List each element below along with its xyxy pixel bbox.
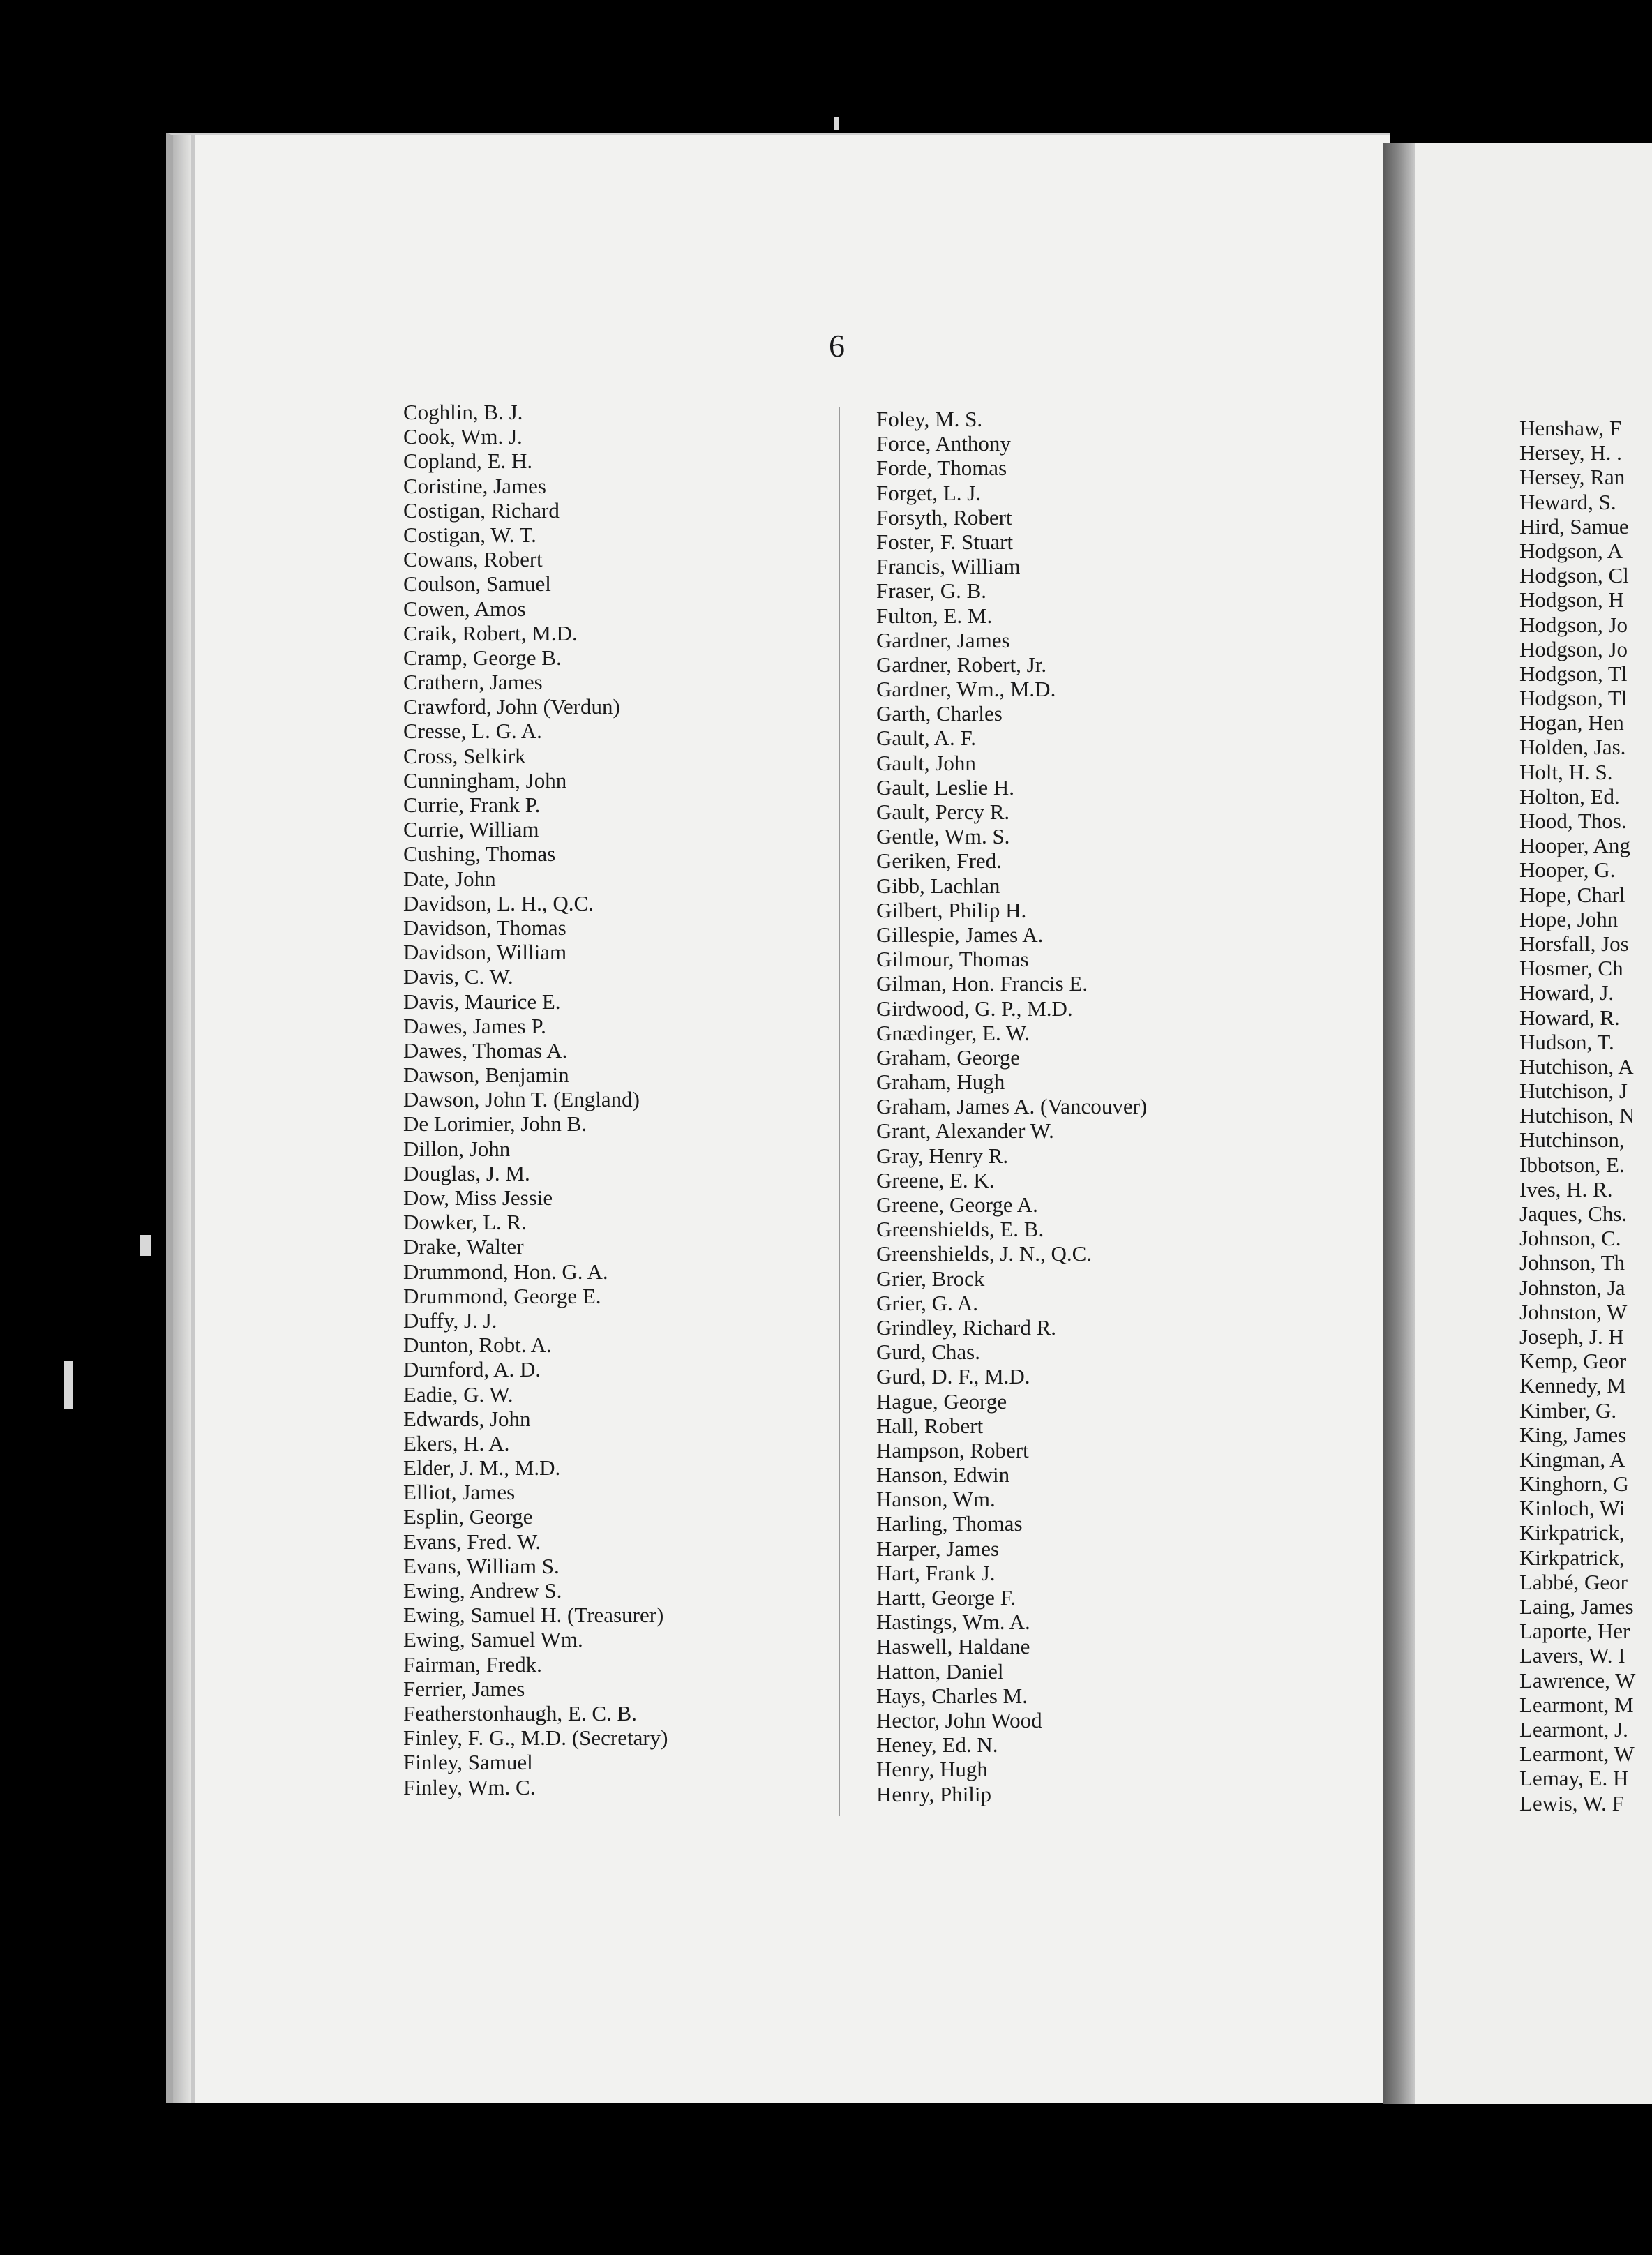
member-name: Fulton, E. M. [876,603,993,628]
member-name: Hodgson, Cl [1519,563,1629,588]
member-name: Hersey, Ran [1519,465,1625,490]
member-name: Hodgson, H [1519,587,1624,613]
member-name: Gardner, Robert, Jr. [876,652,1047,677]
member-name: Geriken, Fred. [876,848,1002,874]
member-name: Gault, John [876,750,976,775]
member-name: Hutchison, N [1519,1103,1635,1128]
member-name: Gilmour, Thomas [876,947,1029,972]
member-name: Coristine, James [403,473,546,498]
member-name: Costigan, W. T. [403,522,536,547]
member-name: Hanson, Edwin [876,1462,1010,1488]
member-name: Hutchinson, [1519,1128,1625,1153]
member-name: Kingman, A [1519,1446,1625,1471]
dust-mark [140,1235,151,1256]
member-name: Johnston, Ja [1519,1275,1625,1300]
member-name: Gilman, Hon. Francis E. [876,971,1088,996]
member-name: Hersey, H. . [1519,440,1622,465]
dust-mark [64,1361,73,1409]
member-name: Hutchison, J [1519,1079,1628,1104]
member-name: Drummond, George E. [403,1283,601,1308]
member-name: Cowen, Amos [403,596,526,621]
member-name: Evans, William S. [403,1553,560,1578]
member-name: Lawrence, W [1519,1668,1636,1693]
member-name: Date, John [403,866,496,891]
member-name: Hastings, Wm. A. [876,1610,1030,1635]
member-name: Howard, R. [1519,1005,1620,1030]
member-name: Edwards, John [403,1406,531,1431]
member-name: Cushing, Thomas [403,841,556,867]
member-name: Henry, Hugh [876,1757,988,1782]
member-name: King, James [1519,1422,1627,1447]
member-name: Kirkpatrick, [1519,1545,1625,1570]
member-name: Gray, Henry R. [876,1143,1009,1168]
member-name: Learmont, W [1519,1741,1635,1767]
member-name: Hood, Thos. [1519,809,1627,833]
member-name: Dillon, John [403,1136,511,1161]
member-name: Hanson, Wm. [876,1487,996,1512]
member-name: Ewing, Andrew S. [403,1578,562,1603]
book-gutter [1383,143,1415,2104]
member-name: Craik, Robert, M.D. [403,620,578,645]
member-name: Gurd, D. F., M.D. [876,1364,1030,1389]
member-name: Graham, James A. (Vancouver) [876,1094,1148,1119]
member-name: Dow, Miss Jessie [403,1185,553,1210]
member-name: Forde, Thomas [876,456,1007,481]
member-name: Foley, M. S. [876,407,983,431]
member-name: Jaques, Chs. [1519,1201,1628,1226]
name-column-middle [876,407,1147,1806]
member-name: Cowans, Robert [403,547,543,572]
member-name: Kinghorn, G [1519,1471,1629,1497]
member-name: Laing, James [1519,1594,1634,1619]
member-name: Evans, Fred. W. [403,1529,541,1554]
member-name: Graham, George [876,1044,1021,1070]
member-name: Dawes, Thomas A. [403,1037,568,1063]
member-name: Cresse, L. G. A. [403,719,542,744]
member-name: Douglas, J. M. [403,1160,530,1185]
member-name: Greenshields, J. N., Q.C. [876,1241,1092,1266]
member-name: Davis, Maurice E. [403,989,561,1014]
member-name: Lemay, E. H [1519,1766,1629,1791]
member-name: Duffy, J. J. [403,1308,497,1333]
name-column-left [403,400,668,1799]
member-name: Ibbotson, E. [1519,1152,1625,1177]
member-name: Fraser, G. B. [876,578,987,604]
member-name: Crathern, James [403,670,543,695]
member-name: Johnson, Th [1519,1250,1625,1275]
member-name: Currie, William [403,817,539,842]
member-name: Ferrier, James [403,1676,525,1701]
member-name: Henry, Philip [876,1781,992,1806]
dust-mark [834,117,839,130]
member-name: Lewis, W. F [1519,1790,1624,1815]
member-name: Johnston, W [1519,1299,1628,1324]
member-name: Gilbert, Philip H. [876,897,1027,922]
member-name: Hart, Frank J. [876,1560,996,1585]
member-name: Coghlin, B. J. [403,400,523,424]
member-name: Greenshields, E. B. [876,1217,1044,1242]
member-name: Forsyth, Robert [876,504,1012,530]
member-name: Hampson, Robert [876,1437,1029,1462]
left-page [166,133,1390,2103]
member-name: Hodgson, Tl [1519,661,1628,686]
member-name: Gentle, Wm. S. [876,824,1010,849]
member-name: Gillespie, James A. [876,922,1044,947]
name-column-right [1519,416,1652,1815]
page-edge [173,135,191,2103]
member-name: Gurd, Chas. [876,1340,980,1365]
member-name: Hope, Charl [1519,882,1625,907]
member-name: Kennedy, M [1519,1373,1626,1398]
member-name: Dawson, John T. (England) [403,1087,640,1112]
member-name: Copland, E. H. [403,449,533,474]
member-name: Kemp, Geor [1519,1349,1627,1374]
member-name: Foster, F. Stuart [876,529,1014,554]
member-name: Gault, Leslie H. [876,774,1015,800]
member-name: Hatton, Daniel [876,1658,1004,1684]
member-name: Davidson, L. H., Q.C. [403,890,594,915]
member-name: Holden, Jas. [1519,735,1626,760]
member-name: Coulson, Samuel [403,571,551,597]
member-name: Horsfall, Jos [1519,931,1629,956]
member-name: Henshaw, F [1519,416,1622,440]
member-name: Gardner, Wm., M.D. [876,677,1056,702]
member-name: Hague, George [876,1388,1007,1414]
member-name: Hall, Robert [876,1413,984,1438]
member-name: Hird, Samue [1519,514,1629,539]
member-name: Francis, William [876,554,1021,579]
member-name: Girdwood, G. P., M.D. [876,996,1073,1021]
member-name: Davidson, William [403,940,567,965]
member-name: Holt, H. S. [1519,759,1613,784]
member-name: Heward, S. [1519,489,1616,514]
member-name: Hodgson, Jo [1519,612,1628,637]
member-name: Esplin, George [403,1504,533,1529]
member-name: Laporte, Her [1519,1619,1630,1644]
member-name: Cross, Selkirk [403,743,526,768]
member-name: Currie, Frank P. [403,793,541,817]
member-name: De Lorimier, John B. [403,1111,587,1137]
member-name: Lavers, W. I [1519,1643,1625,1668]
member-name: Hodgson, A [1519,538,1623,563]
member-name: Kinloch, Wi [1519,1496,1625,1521]
member-name: Gnædinger, E. W. [876,1020,1030,1045]
member-name: Finley, Wm. C. [403,1774,536,1799]
member-name: Gault, Percy R. [876,800,1010,824]
member-name: Harper, James [876,1536,1000,1561]
member-name: Cook, Wm. J. [403,424,523,449]
member-name: Cunningham, John [403,767,567,793]
member-name: Hooper, Ang [1519,833,1630,858]
member-name: Ewing, Samuel Wm. [403,1627,583,1652]
member-name: Hector, John Wood [876,1707,1042,1732]
member-name: Gault, A. F. [876,726,977,751]
page-edge-inner [191,135,195,2103]
member-name: Dawson, Benjamin [403,1063,569,1088]
member-name: Gibb, Lachlan [876,873,1000,898]
member-name: Featherstonhaugh, E. C. B. [403,1700,637,1725]
member-name: Hutchison, A [1519,1054,1634,1079]
page-number: 6 [829,328,845,364]
member-name: Davidson, Thomas [403,915,566,940]
member-name: Graham, Hugh [876,1070,1005,1095]
member-name: Grier, Brock [876,1266,985,1291]
member-name: Johnson, C. [1519,1226,1621,1251]
member-name: Finley, Samuel [403,1750,533,1775]
member-name: Drummond, Hon. G. A. [403,1259,608,1284]
member-name: Elder, J. M., M.D. [403,1455,561,1481]
member-name: Heney, Ed. N. [876,1732,998,1758]
member-name: Force, Anthony [876,431,1011,456]
member-name: Eadie, G. W. [403,1381,513,1407]
member-name: Fairman, Fredk. [403,1651,542,1677]
member-name: Hogan, Hen [1519,710,1624,735]
member-name: Garth, Charles [876,701,1003,726]
member-name: Ewing, Samuel H. (Treasurer) [403,1603,664,1628]
member-name: Hodgson, Tl [1519,686,1628,711]
member-name: Gardner, James [876,627,1010,652]
member-name: Hudson, T. [1519,1029,1614,1054]
member-name: Dawes, James P. [403,1013,546,1038]
member-name: Howard, J. [1519,980,1614,1005]
member-name: Hodgson, Jo [1519,636,1628,661]
member-name: Ives, H. R. [1519,1176,1613,1201]
member-name: Finley, F. G., M.D. (Secretary) [403,1725,668,1751]
member-name: Drake, Walter [403,1234,524,1259]
member-name: Cramp, George B. [403,645,562,670]
member-name: Harling, Thomas [876,1511,1023,1536]
member-name: Hosmer, Ch [1519,956,1623,981]
member-name: Dowker, L. R. [403,1210,527,1235]
member-name: Ekers, H. A. [403,1430,510,1455]
member-name: Crawford, John (Verdun) [403,694,620,719]
column-divider [839,407,840,1816]
member-name: Grindley, Richard R. [876,1314,1056,1340]
member-name: Costigan, Richard [403,497,560,523]
member-name: Dunton, Robt. A. [403,1333,552,1358]
member-name: Grant, Alexander W. [876,1118,1054,1144]
member-name: Grier, G. A. [876,1290,978,1315]
member-name: Forget, L. J. [876,480,982,505]
member-name: Hope, John [1519,906,1619,931]
member-name: Joseph, J. H [1519,1324,1624,1349]
member-name: Holton, Ed. [1519,784,1620,809]
member-name: Elliot, James [403,1480,516,1505]
member-name: Kirkpatrick, [1519,1520,1625,1545]
member-name: Hartt, George F. [876,1585,1016,1610]
member-name: Greene, George A. [876,1192,1038,1217]
member-name: Haswell, Haldane [876,1634,1030,1659]
member-name: Learmont, M [1519,1692,1634,1717]
member-name: Kimber, G. [1519,1398,1617,1423]
member-name: Hooper, G. [1519,857,1616,883]
member-name: Durnford, A. D. [403,1357,541,1382]
member-name: Davis, C. W. [403,964,513,989]
member-name: Hays, Charles M. [876,1683,1028,1708]
member-name: Greene, E. K. [876,1167,995,1192]
member-name: Labbé, Geor [1519,1569,1628,1594]
member-name: Learmont, J. [1519,1716,1628,1741]
